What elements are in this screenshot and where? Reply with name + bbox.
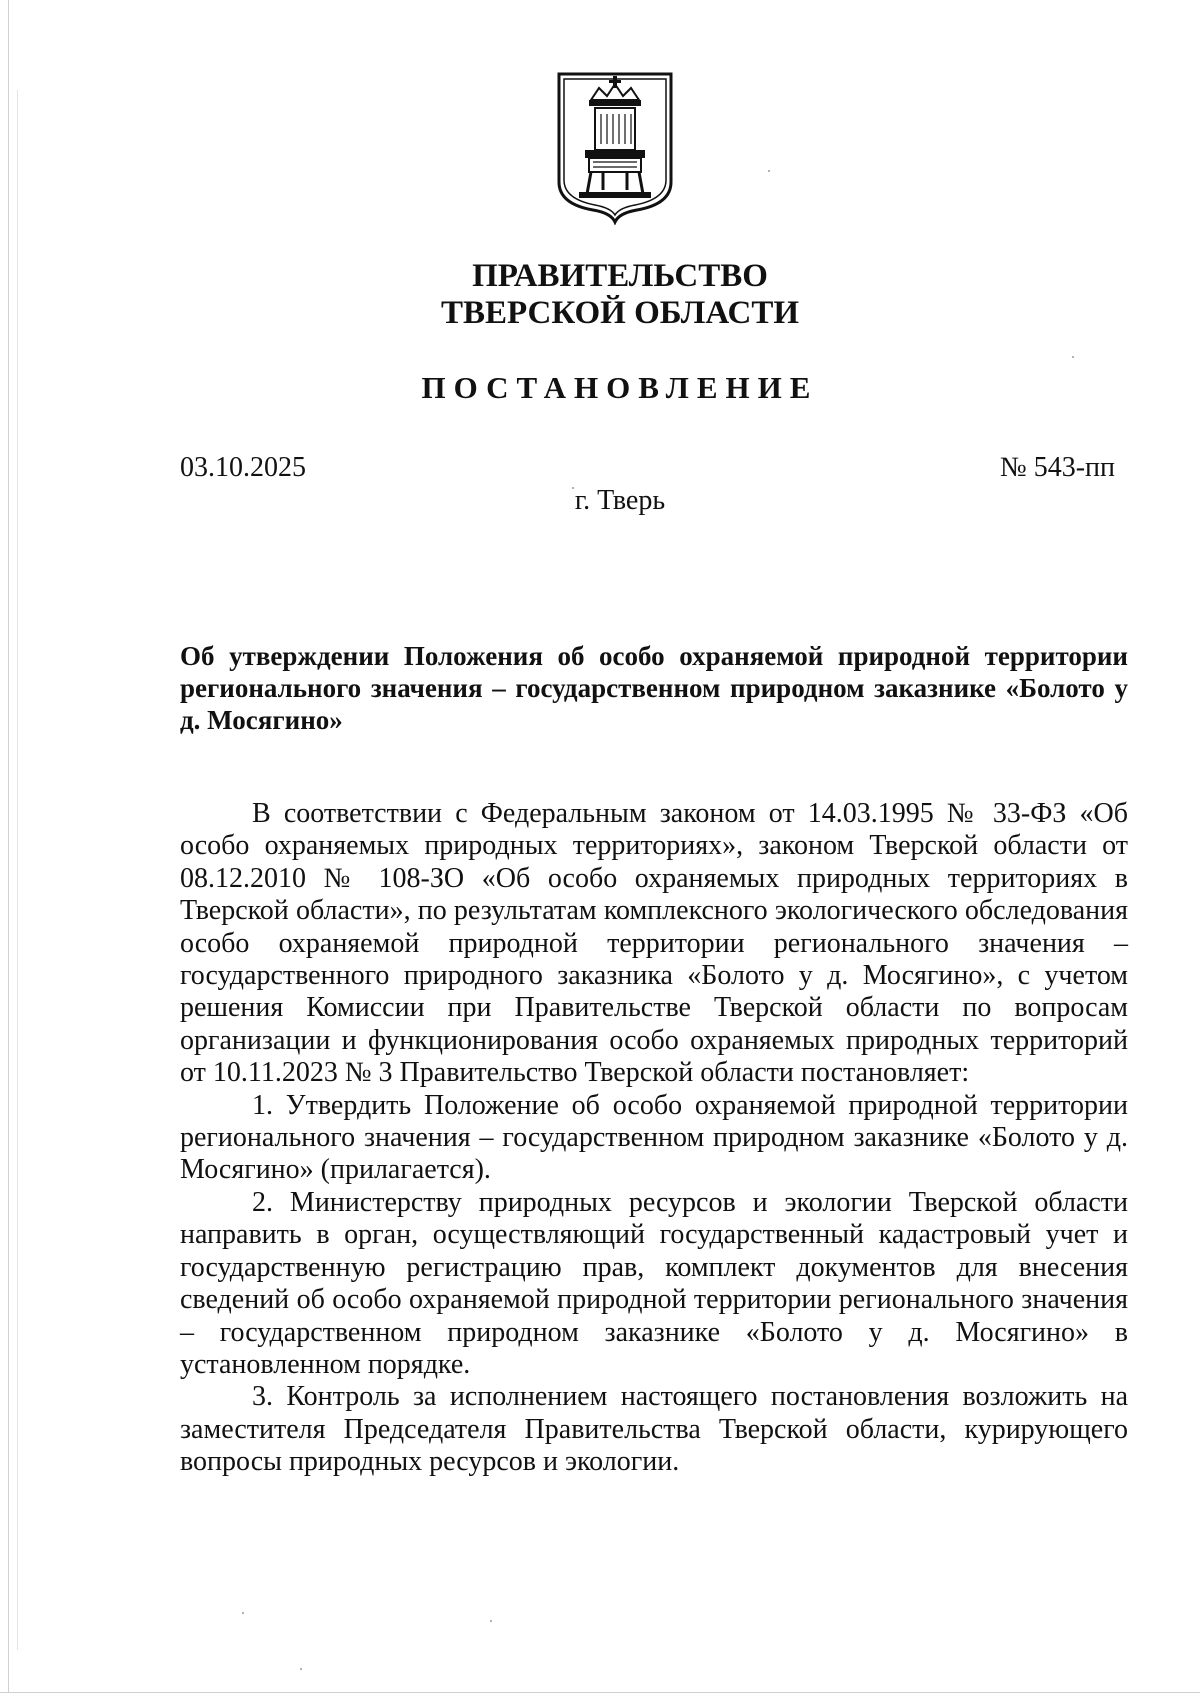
document-number: № 543-пп (1000, 452, 1116, 483)
scan-speck (768, 170, 770, 172)
coat-of-arms-icon (555, 70, 675, 225)
scan-speck (242, 1612, 244, 1614)
decree-item: 2. Министерству природных ресурсов и экологии Тверской области направить в орган, осуществляющий государственный кадастровый учет и государственную регистрацию прав, комплект документов для внесения сведений об особо охраняемой природной территории регионального значения – государственном природном заказнике «Болото у д. Мосягино» в установленном порядке. (180, 1186, 1128, 1380)
government-name-line2: ТВЕРСКОЙ ОБЛАСТИ (440, 295, 800, 331)
government-name-line1: ПРАВИТЕЛЬСТВО (472, 258, 768, 294)
decree-item: 1. Утвердить Положение об особо охраняемой природной территории регионального значения – государственном природном заказнике «Болото у д. Мосягино» (прилагается). (180, 1089, 1128, 1186)
document-city: г. Тверь (574, 485, 666, 516)
document-title: Об утверждении Положения об особо охраняемой природной территории регионального значения – государственном природном заказнике «Болото у д. Мосягино» (180, 641, 1128, 735)
scan-speck (300, 1668, 302, 1670)
scan-speck (572, 487, 574, 489)
scan-edge-line (8, 0, 9, 1693)
document-date: 03.10.2025 (180, 452, 306, 483)
scan-speck (490, 1620, 492, 1622)
decree-item: 3. Контроль за исполнением настоящего постановления возложить на заместителя Председателя Правительства Тверской области, курирующего вопросы природных ресурсов и экологии. (180, 1381, 1128, 1478)
government-name (0, 258, 1200, 332)
document-body (180, 798, 1128, 1479)
document-type: ПОСТАНОВЛЕНИЕ (421, 370, 819, 405)
preamble-paragraph: В соответствии с Федеральным законом от 14.03.1995 № 33-ФЗ «Об особо охраняемых природных территориях», законом Тверской области от 08.12.2010 № 108-ЗО «Об особо охраняемых природных территориях в Тверской области», по результатам комплексного экологического обследования особо охраняемой природной территории регионального значения – государственного природного заказника «Болото у д. Мосягино», с учетом решения Комиссии при Правительстве Тверской области по вопросам организации и функционирования особо охраняемых природных территорий от 10.11.2023 № 3 Правительство Тверской области постановляет: (180, 798, 1128, 1089)
scan-speck (1072, 356, 1074, 358)
